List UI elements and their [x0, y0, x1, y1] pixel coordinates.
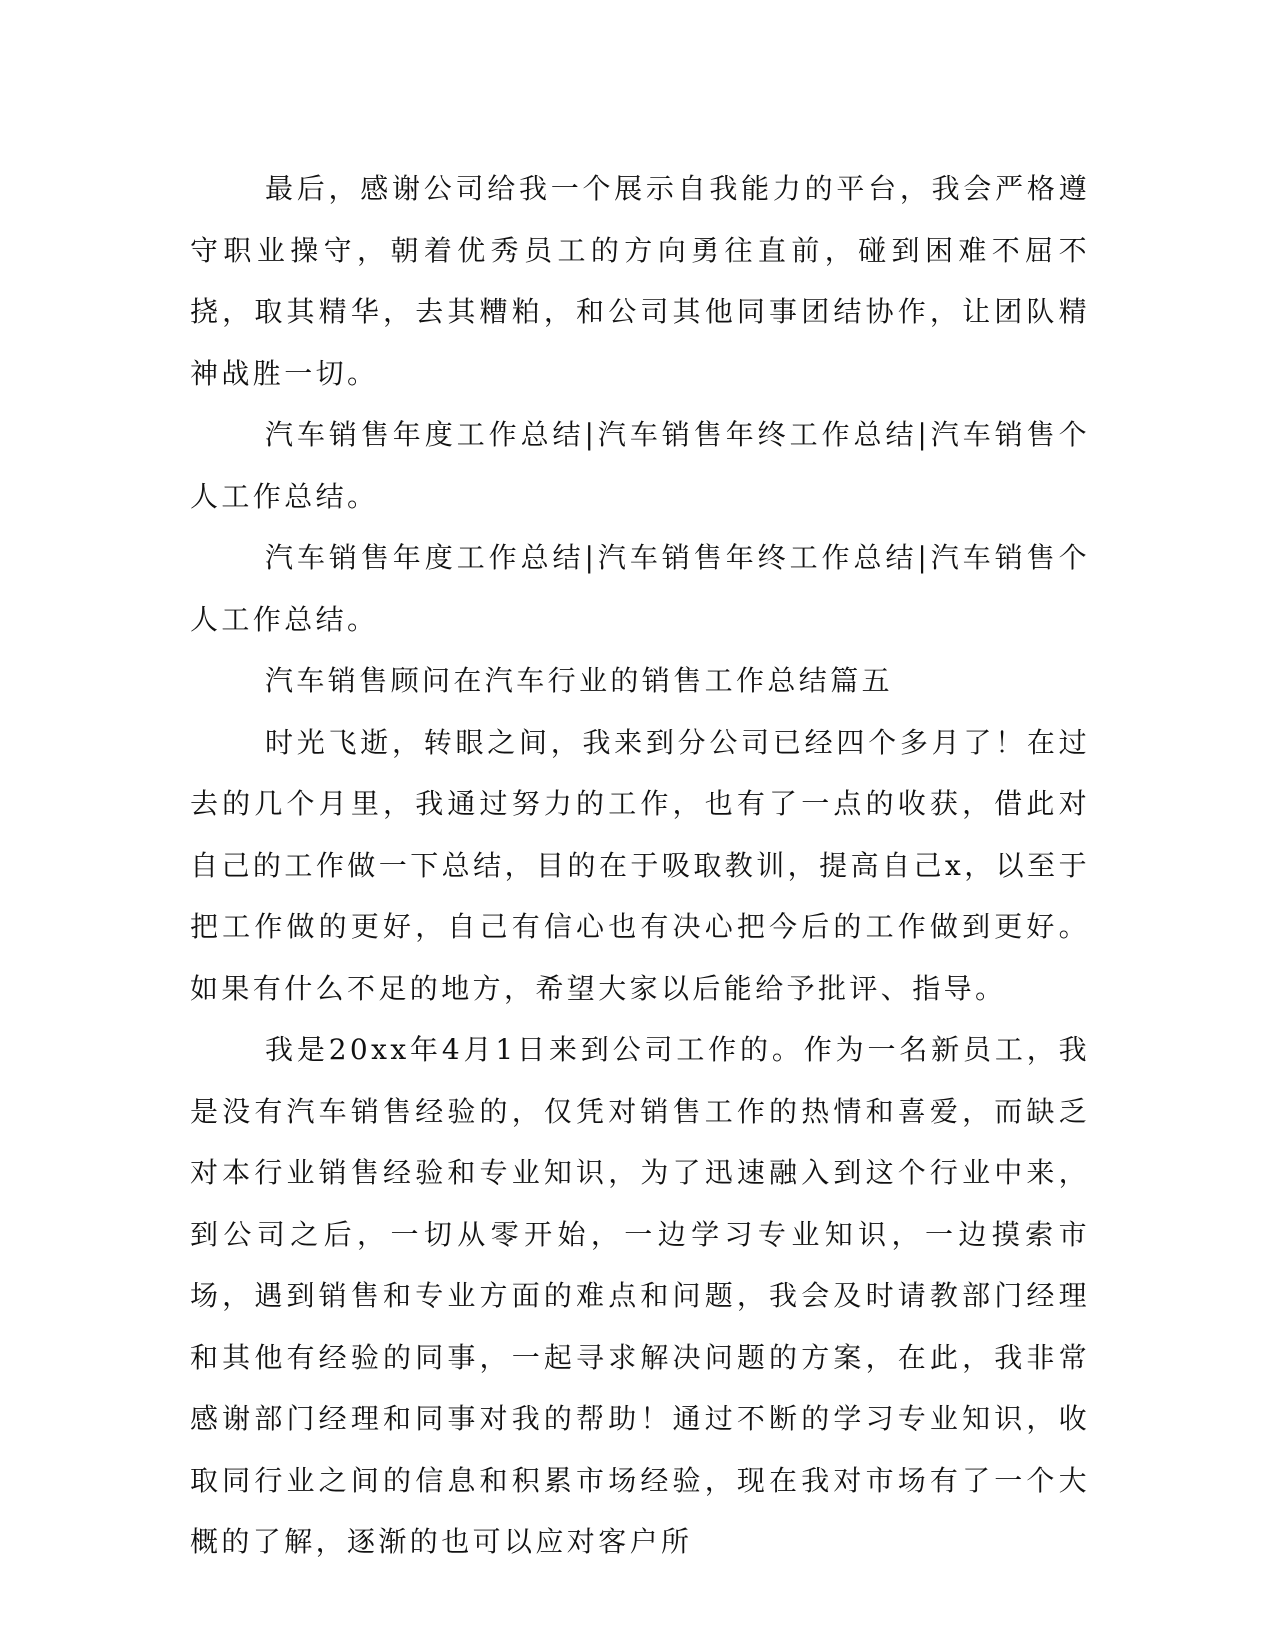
paragraph-experience: 我是20xx年4月1日来到公司工作的。作为一名新员工，我是没有汽车销售经验的，仅凭对销售工作的热情和喜爱，而缺乏对本行业销售经验和专业知识，为了迅速融入到这个行业中来，到公司之后，一切从零开始，一边学习专业知识，一边摸索市场，遇到销售和专业方面的难点和问题，我会及时请教部门经理和其他有经验的同事，一起寻求解决问题的方案，在此，我非常感谢部门经理和同事对我的帮助！通过不断的学习专业知识，收取同行业之间的信息和积累市场经验，现在我对市场有了一个大概的了解，逐渐的也可以应对客户所	[190, 1033, 1090, 1558]
section-heading: 汽车销售顾问在汽车行业的销售工作总结篇五	[265, 664, 894, 697]
document-body	[190, 158, 1090, 1573]
paragraph-related-links-2: 汽车销售年度工作总结|汽车销售年终工作总结|汽车销售个人工作总结。	[190, 541, 1090, 636]
paragraph-related-links-1: 汽车销售年度工作总结|汽车销售年终工作总结|汽车销售个人工作总结。	[190, 418, 1090, 513]
paragraph-intro: 时光飞逝，转眼之间，我来到分公司已经四个多月了！在过去的几个月里，我通过努力的工作，也有了一点的收获，借此对自己的工作做一下总结，目的在于吸取教训，提高自己x，以至于把工作做的更好，自己有信心也有决心把今后的工作做到更好。如果有什么不足的地方，希望大家以后能给予批评、指导。	[190, 725, 1090, 1005]
paragraph-closing-thanks: 最后，感谢公司给我一个展示自我能力的平台，我会严格遵守职业操守，朝着优秀员工的方向勇往直前，碰到困难不屈不挠，取其精华，去其糟粕，和公司其他同事团结协作，让团队精神战胜一切。	[190, 172, 1090, 390]
